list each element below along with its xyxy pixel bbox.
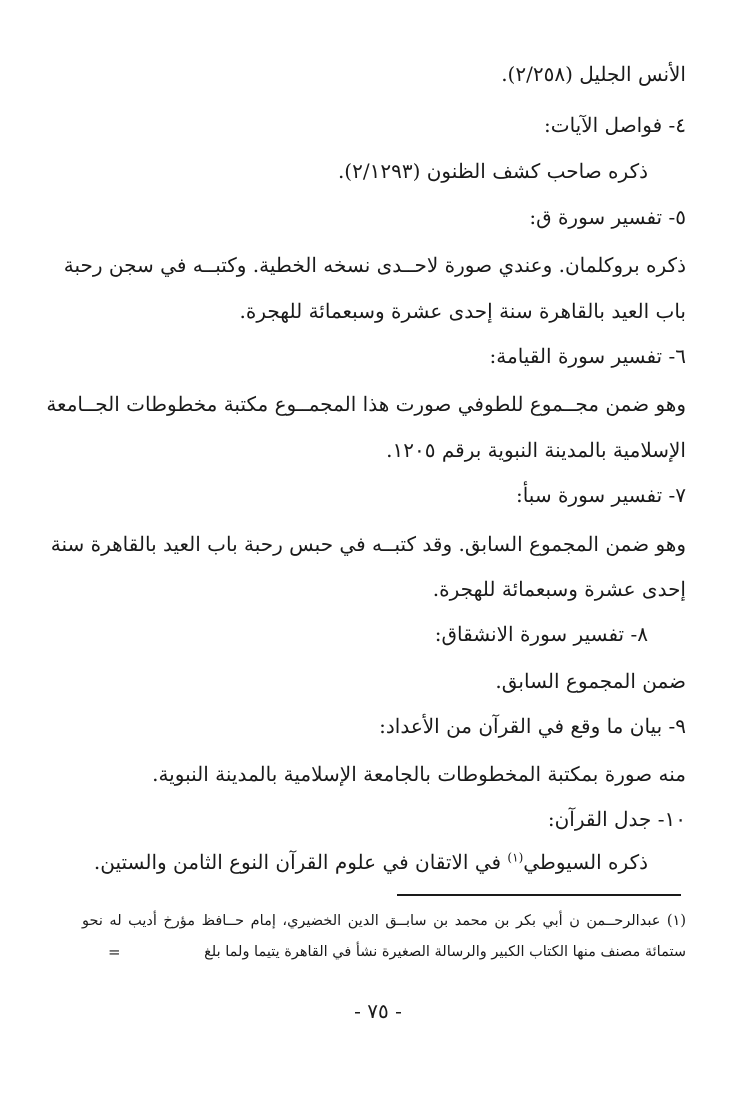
line-text: ذكره السيوطي bbox=[523, 850, 648, 874]
body-line-with-footnote bbox=[94, 848, 648, 876]
item-heading: ٧- تفسير سورة سبأ: bbox=[515, 483, 686, 507]
footnote-reference[interactable]: (١) bbox=[507, 850, 524, 865]
line-text: في الاتقان في علوم القرآن النوع الثامن والستين. bbox=[93, 850, 508, 874]
body-line: ضمن المجموع السابق. bbox=[495, 669, 686, 693]
body-line: منه صورة بمكتبة المخطوطات بالجامعة الإسلامية بالمدينة النبوية. bbox=[152, 762, 686, 786]
footnote-line: (١) عبدالرحــمن ن أبي بكر بن محمد بن سابــق الدين الخضيري، إمام حــافظ مؤرخ أديب له نحو bbox=[82, 913, 686, 929]
body-line: الأنس الجليل (٢/٢٥٨). bbox=[501, 62, 686, 86]
body-line: الإسلامية بالمدينة النبوية برقم ١٢٠٥. bbox=[386, 438, 686, 462]
item-heading: ٨- تفسير سورة الانشقاق: bbox=[434, 622, 648, 646]
footnote-line: ستمائة مصنف منها الكتاب الكبير والرسالة الصغيرة نشأ في القاهرة يتيما ولما بلغ bbox=[204, 944, 686, 960]
body-line: إحدى عشرة وسبعمائة للهجرة. bbox=[432, 577, 686, 601]
body-line: وهو ضمن المجموع السابق. وقد كتبــه في حبس رحبة باب العيد بالقاهرة سنة bbox=[50, 532, 686, 556]
body-line: ذكره صاحب كشف الظنون (٢/١٢٩٣). bbox=[337, 159, 648, 183]
item-heading: ٤- فواصل الآيات: bbox=[544, 113, 686, 137]
body-line: باب العيد بالقاهرة سنة إحدى عشرة وسبعمائة للهجرة. bbox=[239, 299, 686, 323]
body-line: وهو ضمن مجــموع للطوفي صورت هذا المجمــوع مكتبة مخطوطات الجــامعة bbox=[46, 392, 686, 416]
item-heading: ٩- بيان ما وقع في القرآن من الأعداد: bbox=[379, 714, 686, 738]
item-heading: ٦- تفسير سورة القيامة: bbox=[489, 344, 686, 368]
page-number: - ٧٥ - bbox=[354, 999, 402, 1023]
item-heading: ٥- تفسير سورة ق: bbox=[529, 205, 686, 229]
body-line: ذكره بروكلمان. وعندي صورة لاحــدى نسخه الخطية. وكتبــه في سجن رحبة bbox=[63, 253, 686, 277]
footnote-divider bbox=[397, 894, 681, 896]
item-heading: ١٠- جدل القرآن: bbox=[547, 807, 686, 831]
footnote-continuation-mark: = bbox=[108, 943, 121, 961]
